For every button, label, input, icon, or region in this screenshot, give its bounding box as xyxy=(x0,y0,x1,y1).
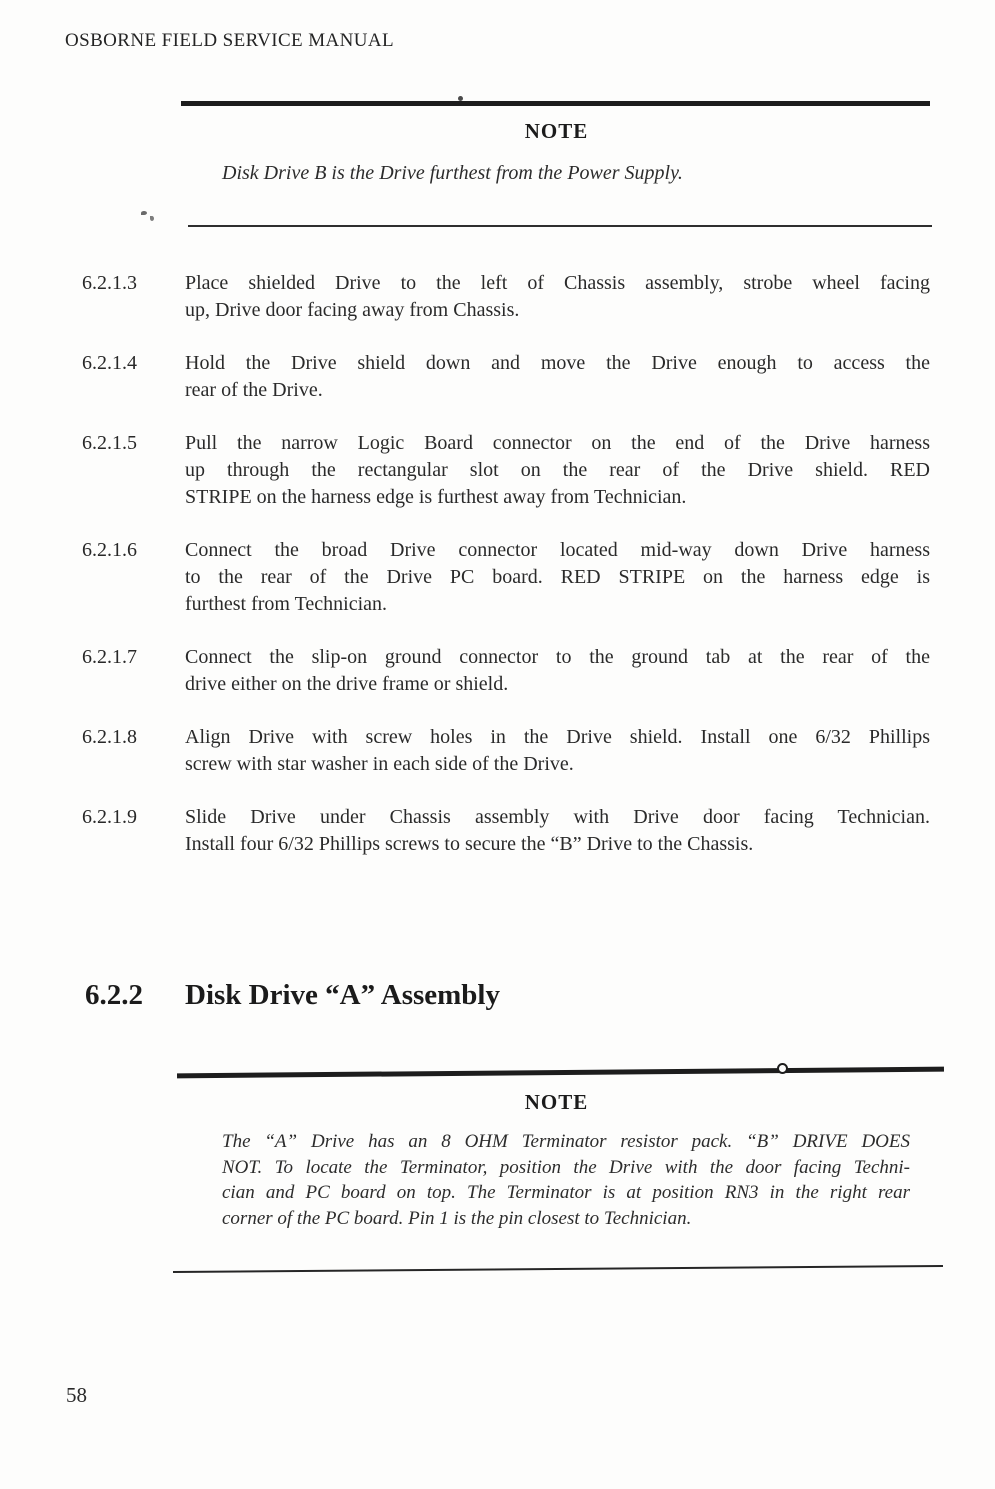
step-text: Place shielded Drive to the left of Chassis assembly, strobe wheel facing up, Drive door facing away from Chassis. xyxy=(185,272,930,321)
note-b-bottom-rule xyxy=(188,225,932,227)
note-b-body: Disk Drive B is the Drive furthest from the Power Supply. xyxy=(222,162,683,184)
note-a-bottom-rule xyxy=(173,1265,943,1273)
scan-artifact-ring xyxy=(777,1063,788,1074)
note-b-title: NOTE xyxy=(524,119,589,143)
step-row xyxy=(82,644,930,698)
step-row xyxy=(82,537,930,618)
step-row xyxy=(82,804,930,858)
note-b-top-rule xyxy=(181,101,930,106)
step-number: 6.2.1.5 xyxy=(82,432,137,454)
step-number: 6.2.1.9 xyxy=(82,806,137,828)
note-a-top-rule xyxy=(177,1067,944,1078)
step-row xyxy=(82,350,930,404)
step-text: Slide Drive under Chassis assembly with Drive door facing Technician. Install four 6/32 Phillips screws to secure the “B” Drive to the Chassis. xyxy=(185,806,930,855)
scan-artifact-mark xyxy=(141,211,157,223)
step-number: 6.2.1.8 xyxy=(82,726,137,748)
step-number: 6.2.1.7 xyxy=(82,646,137,668)
step-text: Connect the broad Drive connector located mid-way down Drive harness to the rear of the Drive PC board. RED STRIPE on the harness edge is furthest from Technician. xyxy=(185,539,930,615)
step-row xyxy=(82,430,930,511)
step-text: Align Drive with screw holes in the Drive shield. Install one 6/32 Phillips screw with star washer in each side of the Drive. xyxy=(185,726,930,775)
section-title: Disk Drive “A” Assembly xyxy=(185,979,500,1011)
note-a-body: The “A” Drive has an 8 OHM Terminator resistor pack. “B” DRIVE DOES NOT. To locate the Terminator, position the Drive with the door facing Techni- cian and PC board on top. The Terminator is at position RN3 in the right rear corner of the PC board. Pin 1 is the pin closest to Technician. xyxy=(222,1131,910,1229)
step-number: 6.2.1.6 xyxy=(82,539,137,561)
note-a-title: NOTE xyxy=(524,1090,589,1114)
scan-artifact-dot xyxy=(458,96,463,101)
page-number: 58 xyxy=(66,1383,87,1407)
step-row xyxy=(82,724,930,778)
section-number: 6.2.2 xyxy=(85,979,143,1011)
step-text: Hold the Drive shield down and move the Drive enough to access the rear of the Drive. xyxy=(185,352,930,401)
page-header: OSBORNE FIELD SERVICE MANUAL xyxy=(65,30,394,51)
section-heading xyxy=(85,979,500,1012)
step-number: 6.2.1.3 xyxy=(82,272,137,294)
step-text: Connect the slip-on ground connector to the ground tab at the rear of the drive either on the drive frame or shield. xyxy=(185,646,930,695)
step-text: Pull the narrow Logic Board connector on the end of the Drive harness up through the rectangular slot on the rear of the Drive shield. RED STRIPE on the harness edge is furthest away from Technician. xyxy=(185,432,930,508)
step-row xyxy=(82,270,930,324)
procedure-steps xyxy=(82,270,930,884)
step-number: 6.2.1.4 xyxy=(82,352,137,374)
